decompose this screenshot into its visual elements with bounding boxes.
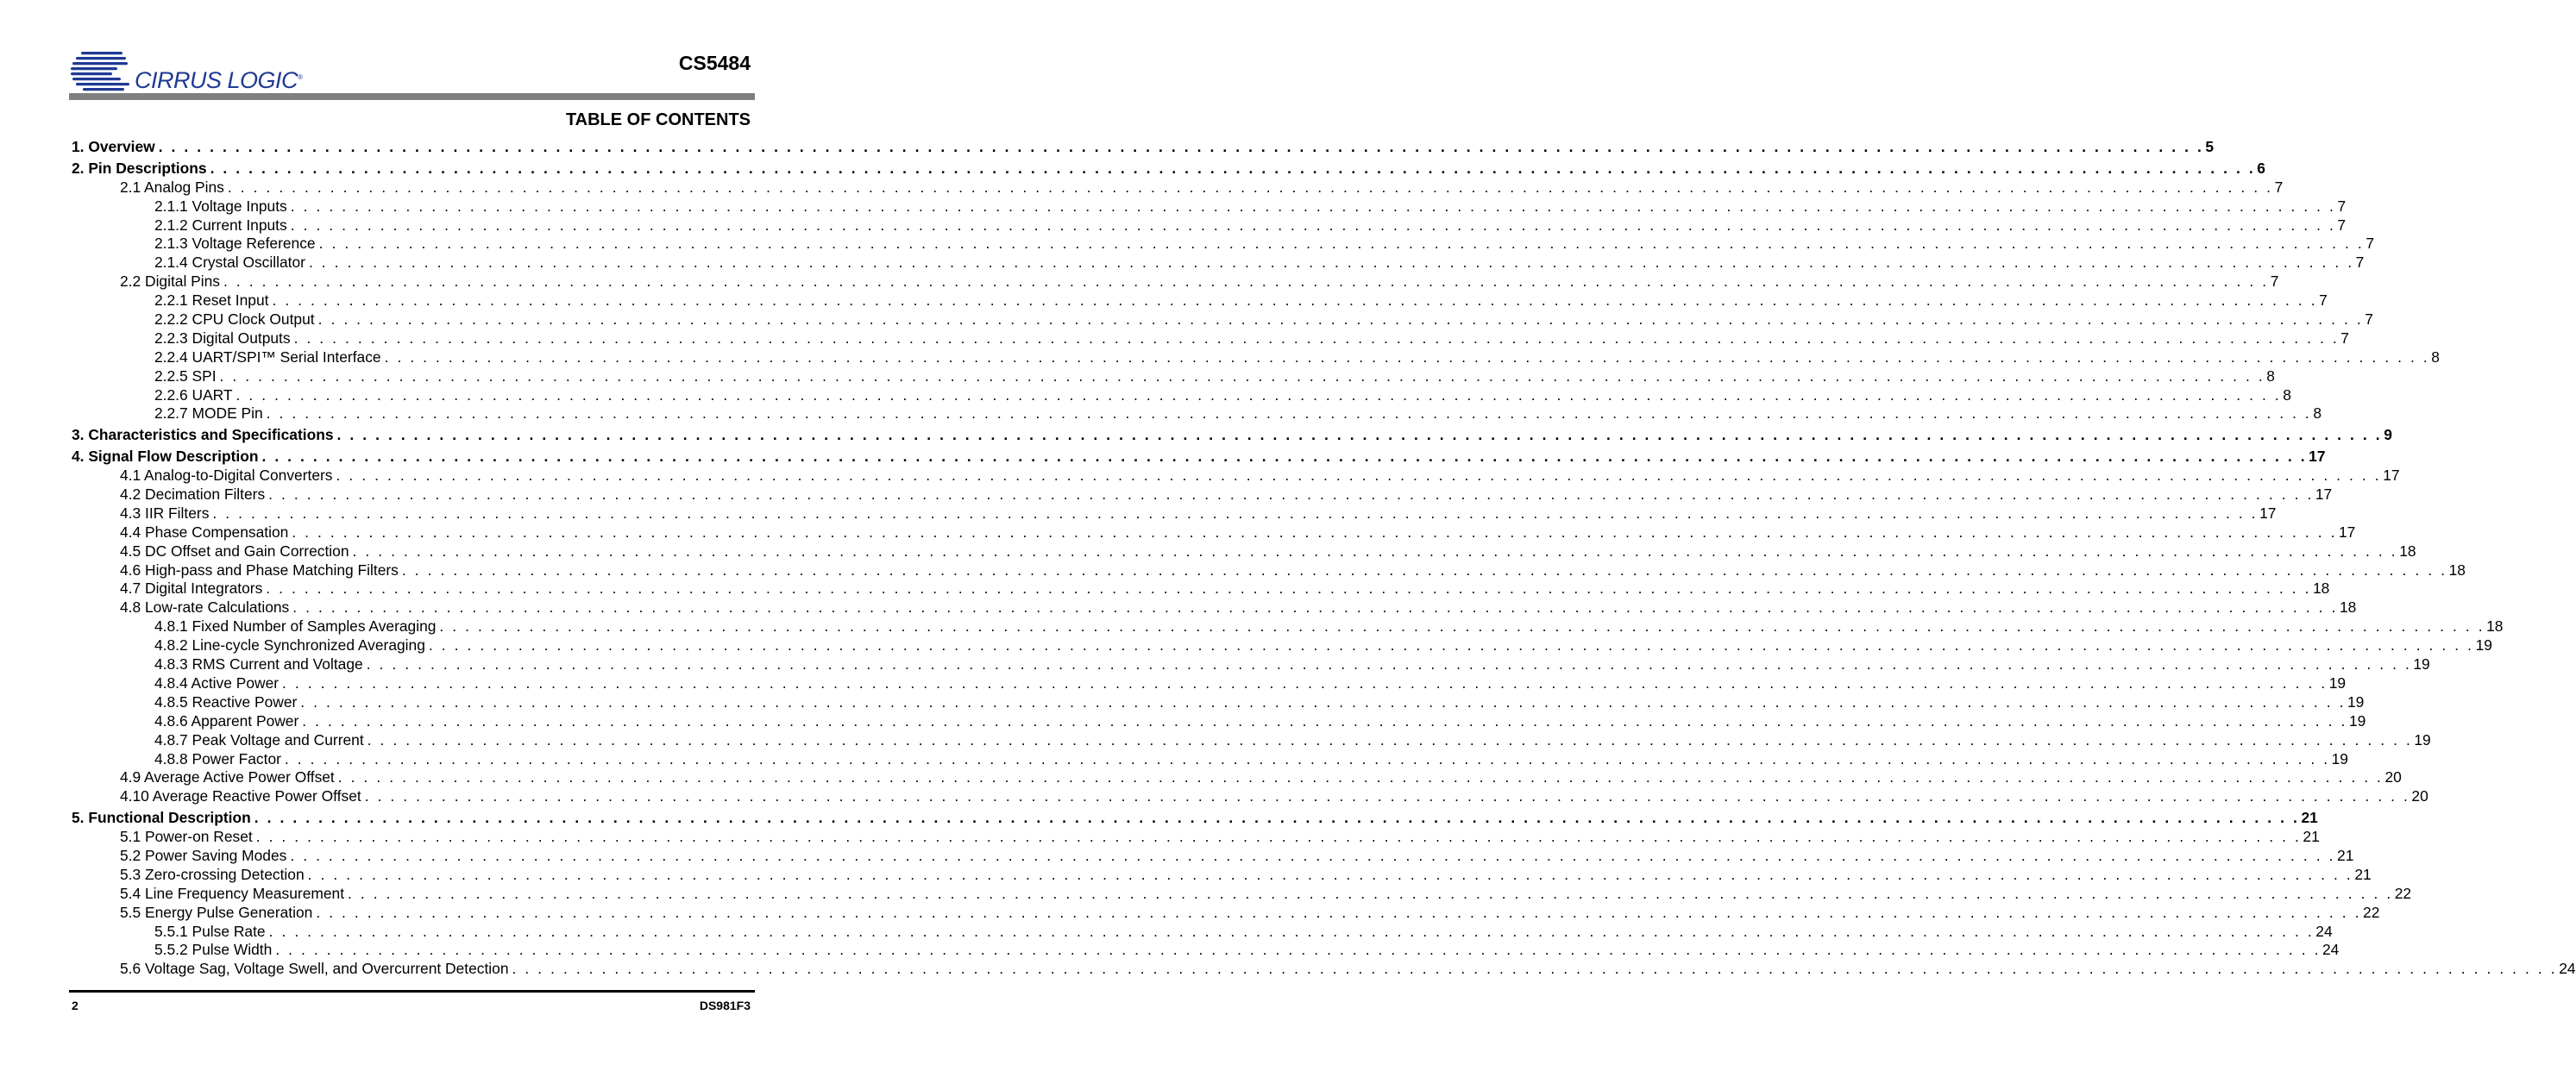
toc-entry[interactable] [72,768,2402,787]
toc-dot-leader: . . . . . . . . . . . . . . . . . . . . . . . . . . . . . . . . . . . . . . . . . . . . . . . . . . . . . . . . . . . . . . . . . . . . . . . . . . . . . . . . . . . . . . . . . . . . . . . . . . . . . . . . . . . . . . . . . . . . . . . . . . . . . . . . . . . . . . . . . . . . . . . . . . . . . . . . . . . . . . . . [293,329,2340,347]
table-of-contents [72,135,2576,979]
toc-entry[interactable] [72,448,2326,467]
toc-entry-title: 2.1.4 Crystal Oscillator [154,254,305,272]
toc-entry-page: 24 [2559,960,2576,978]
toc-entry-title: 5.4 Line Frequency Measurement [120,884,345,902]
toc-entry[interactable] [72,467,2400,486]
toc-entry-title: 2.2.1 Reset Input [154,291,269,310]
cirrus-logic-logo [69,48,319,93]
toc-entry-title: 5.3 Zero-crossing Detection [120,865,305,883]
toc-entry-page: 19 [2414,730,2431,749]
toc-dot-leader: . . . . . . . . . . . . . . . . . . . . . . . . . . . . . . . . . . . . . . . . . . . . . . . . . . . . . . . . . . . . . . . . . . . . . . . . . . . . . . . . . . . . . . . . . . . . . . . . . . . . . . . . . . . . . . . . . . . . . . . . . . . . . . . . . . . . . . . . . . . . . . . . . . . . . . . . . . . . . . . . [268,486,2314,504]
toc-dot-leader: . . . . . . . . . . . . . . . . . . . . . . . . . . . . . . . . . . . . . . . . . . . . . . . . . . . . . . . . . . . . . . . . . . . . . . . . . . . . . . . . . . . . . . . . . . . . . . . . . . . . . . . . . . . . . . . . . . . . . . . . . . . . . . . . . . . . . . . . . . . . . . . . . . . . . . . . . . . . . . . . [236,385,2282,404]
toc-entry[interactable] [72,884,2412,904]
toc-entry-page: 7 [2337,216,2347,234]
toc-entry[interactable] [72,617,2504,636]
toc-entry-title: 4.1 Analog-to-Digital Converters [120,467,333,485]
toc-entry-page: 24 [2315,922,2333,940]
toc-dot-leader: . . . . . . . . . . . . . . . . . . . . . . . . . . . . . . . . . . . . . . . . . . . . . . . . . . . . . . . . . . . . . . . . . . . . . . . . . . . . . . . . . . . . . . . . . . . . . . . . . . . . . . . . . . . . . . . . . . . . . . . . . . . . . . . . . . . . . . . . . . . . . . . . . . . . . . . . . . . . . . . . [292,598,2338,617]
toc-entry[interactable] [72,385,2291,405]
toc-dot-leader: . . . . . . . . . . . . . . . . . . . . . . . . . . . . . . . . . . . . . . . . . . . . . . . . . . . . . . . . . . . . . . . . . . . . . . . . . . . . . . . . . . . . . . . . . . . . . . . . . . . . . . . . . . . . . . . . . . . . . . . . . . . . . . . . . . . . . . . . . . . . . . . . . . . . . . . . . . . . . . . . [439,617,2485,636]
toc-dot-leader: . . . . . . . . . . . . . . . . . . . . . . . . . . . . . . . . . . . . . . . . . . . . . . . . . . . . . . . . . . . . . . . . . . . . . . . . . . . . . . . . . . . . . . . . . . . . . . . . . . . . . . . . . . . . . . . . . . . . . . . . . . . . . . . . . . . . . . . . . . . . . . . . . . . . . . . . . . . . . . . . [348,884,2393,902]
toc-entry-page: 24 [2322,941,2340,959]
toc-entry[interactable] [72,655,2430,674]
footer-rule [69,990,755,993]
toc-dot-leader: . . . . . . . . . . . . . . . . . . . . . . . . . . . . . . . . . . . . . . . . . . . . . . . . . . . . . . . . . . . . . . . . . . . . . . . . . . . . . . . . . . . . . . . . . . . . . . . . . . . . . . . . . . . . . . . . . . . . . . . . . . . . . . . . . . . . . . . . . . . . . . . . . . . . . . . . . . . . . . . . [290,216,2336,234]
toc-dot-leader: . . . . . . . . . . . . . . . . . . . . . . . . . . . . . . . . . . . . . . . . . . . . . . . . . . . . . . . . . . . . . . . . . . . . . . . . . . . . . . . . . . . . . . . . . . . . . . . . . . . . . . . . . . . . . . . . . . . . . . . . . . . . . . . . . . . . . . . . . . . . . . . . . . . . . . . . . . . . . . . . [272,291,2318,310]
toc-entry-page: 7 [2340,329,2349,347]
toc-entry-title: 2.2.5 SPI [154,366,217,385]
toc-entry-page: 6 [2257,159,2265,177]
toc-entry-title: 5.6 Voltage Sag, Voltage Swell, and Overcurrent Detection [120,960,509,978]
toc-entry[interactable] [72,291,2328,310]
toc-entry-title: 3. Characteristics and Specifications [72,426,334,444]
toc-dot-leader: . . . . . . . . . . . . . . . . . . . . . . . . . . . . . . . . . . . . . . . . . . . . . . . . . . . . . . . . . . . . . . . . . . . . . . . . . . . . . . . . . . . . . . . . . . . . . . . . . . . . . . . . . . . . . . . . . . . . . . . . . . . . . . . . . . . . . . . . . . . . . . . . . . . . . . . . . . . . . . . . [261,448,2308,466]
toc-entry-page: 21 [2354,865,2372,883]
toc-entry-title: 2.2.2 CPU Clock Output [154,310,315,329]
toc-entry[interactable] [72,673,2347,693]
toc-entry[interactable] [72,711,2366,731]
toc-entry-page: 17 [2315,486,2333,504]
toc-dot-leader: . . . . . . . . . . . . . . . . . . . . . . . . . . . . . . . . . . . . . . . . . . . . . . . . . . . . . . . . . . . . . . . . . . . . . . . . . . . . . . . . . . . . . . . . . . . . . . . . . . . . . . . . . . . . . . . . . . . . . . . . . . . . . . . . . . . . . . . . . . . . . . . . . . . . . . . . . . . . . . . . [401,561,2447,579]
toc-entry-title: 4.8.3 RMS Current and Voltage [154,655,363,673]
toc-entry-title: 2.2 Digital Pins [120,273,220,291]
toc-dot-leader: . . . . . . . . . . . . . . . . . . . . . . . . . . . . . . . . . . . . . . . . . . . . . . . . . . . . . . . . . . . . . . . . . . . . . . . . . . . . . . . . . . . . . . . . . . . . . . . . . . . . . . . . . . . . . . . . . . . . . . . . . . . . . . . . . . . . . . . . . . . . . . . . . . . . . . . . . . . . . . . . [307,865,2353,883]
toc-dot-leader: . . . . . . . . . . . . . . . . . . . . . . . . . . . . . . . . . . . . . . . . . . . . . . . . . . . . . . . . . . . . . . . . . . . . . . . . . . . . . . . . . . . . . . . . . . . . . . . . . . . . . . . . . . . . . . . . . . . . . . . . . . . . . . . . . . . . . . . . . . . . . . . . . . . . . . . . . . . . . . . . [366,655,2412,673]
document-id: DS981F3 [699,999,751,1012]
toc-entry[interactable] [72,865,2372,885]
toc-entry-page: 18 [2448,561,2466,579]
toc-dot-leader: . . . . . . . . . . . . . . . . . . . . . . . . . . . . . . . . . . . . . . . . . . . . . . . . . . . . . . . . . . . . . . . . . . . . . . . . . . . . . . . . . . . . . . . . . . . . . . . . . . . . . . . . . . . . . . . . . . . . . . . . . . . . . . . . . . . . . . . . . . . . . . . . . . . . . . . . . . . . . . . . [266,404,2312,423]
toc-entry[interactable] [72,960,2576,979]
toc-entry-page: 7 [2355,254,2365,272]
toc-entry-page: 18 [2313,579,2330,598]
toc-entry-title: 4.3 IIR Filters [120,504,210,522]
toc-entry[interactable] [72,366,2275,386]
toc-dot-leader: . . . . . . . . . . . . . . . . . . . . . . . . . . . . . . . . . . . . . . . . . . . . . . . . . . . . . . . . . . . . . . . . . . . . . . . . . . . . . . . . . . . . . . . . . . . . . . . . . . . . . . . . . . . . . . . . . . . . . . . . . . . . . . . . . . . . . . . . . . . . . . . . . . . . . . . . . . . . . . . . [302,711,2347,730]
toc-entry-title: 4.8.4 Active Power [154,673,280,692]
toc-entry[interactable] [72,941,2340,960]
toc-dot-leader: . . . . . . . . . . . . . . . . . . . . . . . . . . . . . . . . . . . . . . . . . . . . . . . . . . . . . . . . . . . . . . . . . . . . . . . . . . . . . . . . . . . . . . . . . . . . . . . . . . . . . . . . . . . . . . . . . . . . . . . . . . . . . . . . . . . . . . . . . . . . . . . . . . . . . . . . . . . . . . . . [219,366,2265,385]
toc-entry-title: 4.8 Low-rate Calculations [120,598,290,617]
toc-dot-leader: . . . . . . . . . . . . . . . . . . . . . . . . . . . . . . . . . . . . . . . . . . . . . . . . . . . . . . . . . . . . . . . . . . . . . . . . . . . . . . . . . . . . . . . . . . . . . . . . . . . . . . . . . . . . . . . . . . . . . . . . . . . . . . . . . . . . . . . . . . . . . . . . . . . . . . . . . . . . . . . . [318,235,2365,253]
toc-dot-leader: . . . . . . . . . . . . . . . . . . . . . . . . . . . . . . . . . . . . . . . . . . . . . . . . . . . . . . . . . . . . . . . . . . . . . . . . . . . . . . . . . . . . . . . . . . . . . . . . . . . . . . . . . . . . . . . . . . . . . . . . . . . . . . . . . . . . . . . . . . . . . . . . . . . . . . . . . . . . . . . . [227,178,2273,196]
toc-entry-page: 19 [2347,692,2365,711]
toc-entry-page: 17 [2339,523,2356,541]
toc-entry-title: 4.2 Decimation Filters [120,486,266,504]
toc-dot-leader: . . . . . . . . . . . . . . . . . . . . . . . . . . . . . . . . . . . . . . . . . . . . . . . . . . . . . . . . . . . . . . . . . . . . . . . . . . . . . . . . . . . . . . . . . . . . . . . . . . . . . . . . . . . . . . . . . . . . . . . . . . . . . . . . . . . . . . . . . . . . . . . . . . . . . . . . . . . . . . . . [210,159,2256,177]
toc-entry[interactable] [72,310,2373,329]
toc-dot-leader: . . . . . . . . . . . . . . . . . . . . . . . . . . . . . . . . . . . . . . . . . . . . . . . . . . . . . . . . . . . . . . . . . . . . . . . . . . . . . . . . . . . . . . . . . . . . . . . . . . . . . . . . . . . . . . . . . . . . . . . . . . . . . . . . . . . . . . . . . . . . . . . . . . . . . . . . . . . . . . . . [292,523,2337,541]
toc-entry-page: 17 [2309,448,2326,466]
toc-dot-leader: . . . . . . . . . . . . . . . . . . . . . . . . . . . . . . . . . . . . . . . . . . . . . . . . . . . . . . . . . . . . . . . . . . . . . . . . . . . . . . . . . . . . . . . . . . . . . . . . . . . . . . . . . . . . . . . . . . . . . . . . . . . . . . . . . . . . . . . . . . . . . . . . . . . . . . . . . . . . . . . . [300,692,2346,711]
toc-entry-title: 4.10 Average Reactive Power Offset [120,787,361,805]
logo-wordmark: CIRRUS LOGIC® [135,67,303,93]
toc-entry-page: 21 [2337,846,2354,864]
toc-dot-leader: . . . . . . . . . . . . . . . . . . . . . . . . . . . . . . . . . . . . . . . . . . . . . . . . . . . . . . . . . . . . . . . . . . . . . . . . . . . . . . . . . . . . . . . . . . . . . . . . . . . . . . . . . . . . . . . . . . . . . . . . . . . . . . . . . . . . . . . . . . . . . . . . . . . . . . . . . . . . . . . . [212,504,2259,522]
toc-entry-title: 2. Pin Descriptions [72,159,207,177]
toc-entry-title: 4. Signal Flow Description [72,448,259,466]
toc-entry-page: 21 [2303,828,2320,846]
toc-dot-leader: . . . . . . . . . . . . . . . . . . . . . . . . . . . . . . . . . . . . . . . . . . . . . . . . . . . . . . . . . . . . . . . . . . . . . . . . . . . . . . . . . . . . . . . . . . . . . . . . . . . . . . . . . . . . . . . . . . . . . . . . . . . . . . . . . . . . . . . . . . . . . . . . . . . . . . . . . . . . . . . . [284,749,2330,767]
toc-dot-leader: . . . . . . . . . . . . . . . . . . . . . . . . . . . . . . . . . . . . . . . . . . . . . . . . . . . . . . . . . . . . . . . . . . . . . . . . . . . . . . . . . . . . . . . . . . . . . . . . . . . . . . . . . . . . . . . . . . . . . . . . . . . . . . . . . . . . . . . . . . . . . . . . . . . . . . . . . . . . . . . . [308,254,2354,272]
toc-entry[interactable] [72,486,2333,504]
toc-entry-page: 17 [2259,504,2277,522]
toc-entry[interactable] [72,809,2318,828]
toc-entry-title: 2.2.4 UART/SPI™ Serial Interface [154,348,381,366]
toc-entry[interactable] [72,542,2416,561]
toc-entry-page: 18 [2486,617,2504,636]
toc-entry-page: 19 [2348,711,2366,730]
document-title: CS5484 [678,52,751,74]
toc-entry-title: 5.5.1 Pulse Rate [154,922,266,940]
toc-entry-page: 20 [2384,768,2402,786]
toc-entry-page: 22 [2363,903,2380,921]
toc-entry[interactable] [72,254,2365,273]
toc-entry-page: 19 [2331,749,2348,767]
toc-heading: TABLE OF CONTENTS [565,110,751,129]
toc-entry-title: 4.7 Digital Integrators [120,579,263,598]
toc-entry[interactable] [72,579,2330,598]
toc-dot-leader: . . . . . . . . . . . . . . . . . . . . . . . . . . . . . . . . . . . . . . . . . . . . . . . . . . . . . . . . . . . . . . . . . . . . . . . . . . . . . . . . . . . . . . . . . . . . . . . . . . . . . . . . . . . . . . . . . . . . . . . . . . . . . . . . . . . . . . . . . . . . . . . . . . . . . . . . . . . . . . . . [254,809,2300,827]
toc-entry-title: 4.8.5 Reactive Power [154,692,298,711]
toc-entry[interactable] [72,523,2356,542]
toc-entry-title: 4.5 DC Offset and Gain Correction [120,542,349,560]
toc-entry-page: 21 [2301,809,2318,827]
header-rule [69,93,755,100]
toc-entry-page: 8 [2431,348,2440,366]
toc-entry-title: 4.8.6 Apparent Power [154,711,299,730]
toc-entry-title: 1. Overview [72,138,155,155]
toc-entry[interactable] [72,216,2347,235]
toc-dot-leader: . . . . . . . . . . . . . . . . . . . . . . . . . . . . . . . . . . . . . . . . . . . . . . . . . . . . . . . . . . . . . . . . . . . . . . . . . . . . . . . . . . . . . . . . . . . . . . . . . . . . . . . . . . . . . . . . . . . . . . . . . . . . . . . . . . . . . . . . . . . . . . . . . . . . . . . . . . . . . . . . [512,960,2558,978]
toc-entry-page: 8 [2283,385,2291,404]
toc-entry-page: 22 [2394,884,2412,902]
toc-dot-leader: . . . . . . . . . . . . . . . . . . . . . . . . . . . . . . . . . . . . . . . . . . . . . . . . . . . . . . . . . . . . . . . . . . . . . . . . . . . . . . . . . . . . . . . . . . . . . . . . . . . . . . . . . . . . . . . . . . . . . . . . . . . . . . . . . . . . . . . . . . . . . . . . . . . . . . . . . . . . . . . . [317,310,2364,329]
toc-dot-leader: . . . . . . . . . . . . . . . . . . . . . . . . . . . . . . . . . . . . . . . . . . . . . . . . . . . . . . . . . . . . . . . . . . . . . . . . . . . . . . . . . . . . . . . . . . . . . . . . . . . . . . . . . . . . . . . . . . . . . . . . . . . . . . . . . . . . . . . . . . . . . . . . . . . . . . . . . . . . . . . . [364,787,2410,805]
toc-entry-page: 7 [2365,310,2373,329]
toc-entry-title: 2.2.6 UART [154,385,233,404]
toc-entry-page: 19 [2475,636,2492,655]
toc-entry[interactable] [72,561,2466,580]
toc-dot-leader: . . . . . . . . . . . . . . . . . . . . . . . . . . . . . . . . . . . . . . . . . . . . . . . . . . . . . . . . . . . . . . . . . . . . . . . . . . . . . . . . . . . . . . . . . . . . . . . . . . . . . . . . . . . . . . . . . . . . . . . . . . . . . . . . . . . . . . . . . . . . . . . . . . . . . . . . . . . . . . . . [158,138,2204,155]
toc-entry-page: 7 [2366,235,2374,253]
toc-entry[interactable] [72,922,2333,942]
toc-entry-page: 8 [2313,404,2322,423]
toc-dot-leader: . . . . . . . . . . . . . . . . . . . . . . . . . . . . . . . . . . . . . . . . . . . . . . . . . . . . . . . . . . . . . . . . . . . . . . . . . . . . . . . . . . . . . . . . . . . . . . . . . . . . . . . . . . . . . . . . . . . . . . . . . . . . . . . . . . . . . . . . . . . . . . . . . . . . . . . . . . . . . . . . [275,941,2322,959]
toc-dot-leader: . . . . . . . . . . . . . . . . . . . . . . . . . . . . . . . . . . . . . . . . . . . . . . . . . . . . . . . . . . . . . . . . . . . . . . . . . . . . . . . . . . . . . . . . . . . . . . . . . . . . . . . . . . . . . . . . . . . . . . . . . . . . . . . . . . . . . . . . . . . . . . . . . . . . . . . . . . . . . . . . [223,273,2269,291]
toc-dot-leader: . . . . . . . . . . . . . . . . . . . . . . . . . . . . . . . . . . . . . . . . . . . . . . . . . . . . . . . . . . . . . . . . . . . . . . . . . . . . . . . . . . . . . . . . . . . . . . . . . . . . . . . . . . . . . . . . . . . . . . . . . . . . . . . . . . . . . . . . . . . . . . . . . . . . . . . . . . . . . . . . [282,673,2328,692]
toc-entry[interactable] [72,787,2428,806]
toc-entry-page: 8 [2266,366,2275,385]
toc-dot-leader: . . . . . . . . . . . . . . . . . . . . . . . . . . . . . . . . . . . . . . . . . . . . . . . . . . . . . . . . . . . . . . . . . . . . . . . . . . . . . . . . . . . . . . . . . . . . . . . . . . . . . . . . . . . . . . . . . . . . . . . . . . . . . . . . . . . . . . . . . . . . . . . . . . . . . . . . . . . . . . . . [255,828,2302,846]
toc-entry[interactable] [72,235,2374,254]
toc-dot-leader: . . . . . . . . . . . . . . . . . . . . . . . . . . . . . . . . . . . . . . . . . . . . . . . . . . . . . . . . . . . . . . . . . . . . . . . . . . . . . . . . . . . . . . . . . . . . . . . . . . . . . . . . . . . . . . . . . . . . . . . . . . . . . . . . . . . . . . . . . . . . . . . . . . . . . . . . . . . . . . . . [290,846,2336,864]
toc-entry[interactable] [72,138,2215,157]
toc-entry-title: 5.5.2 Pulse Width [154,941,273,959]
toc-dot-leader: . . . . . . . . . . . . . . . . . . . . . . . . . . . . . . . . . . . . . . . . . . . . . . . . . . . . . . . . . . . . . . . . . . . . . . . . . . . . . . . . . . . . . . . . . . . . . . . . . . . . . . . . . . . . . . . . . . . . . . . . . . . . . . . . . . . . . . . . . . . . . . . . . . . . . . . . . . . . . . . . [336,467,2382,485]
toc-entry-title: 5. Functional Description [72,809,251,827]
toc-entry-page: 7 [2270,273,2279,291]
toc-dot-leader: . . . . . . . . . . . . . . . . . . . . . . . . . . . . . . . . . . . . . . . . . . . . . . . . . . . . . . . . . . . . . . . . . . . . . . . . . . . . . . . . . . . . . . . . . . . . . . . . . . . . . . . . . . . . . . . . . . . . . . . . . . . . . . . . . . . . . . . . . . . . . . . . . . . . . . . . . . . . . . . . [268,922,2315,940]
toc-dot-leader: . . . . . . . . . . . . . . . . . . . . . . . . . . . . . . . . . . . . . . . . . . . . . . . . . . . . . . . . . . . . . . . . . . . . . . . . . . . . . . . . . . . . . . . . . . . . . . . . . . . . . . . . . . . . . . . . . . . . . . . . . . . . . . . . . . . . . . . . . . . . . . . . . . . . . . . . . . . . . . . . [352,542,2398,560]
toc-entry-title: 2.2.3 Digital Outputs [154,329,291,347]
toc-entry-page: 7 [2337,197,2347,215]
toc-entry[interactable] [72,426,2392,445]
toc-entry-title: 5.1 Power-on Reset [120,828,253,846]
toc-entry-page: 7 [2319,291,2328,310]
toc-entry-page: 19 [2413,655,2430,673]
toc-entry[interactable] [72,348,2440,367]
toc-entry[interactable] [72,749,2348,769]
toc-dot-leader: . . . . . . . . . . . . . . . . . . . . . . . . . . . . . . . . . . . . . . . . . . . . . . . . . . . . . . . . . . . . . . . . . . . . . . . . . . . . . . . . . . . . . . . . . . . . . . . . . . . . . . . . . . . . . . . . . . . . . . . . . . . . . . . . . . . . . . . . . . . . . . . . . . . . . . . . . . . . . . . . [316,903,2362,921]
toc-dot-leader: . . . . . . . . . . . . . . . . . . . . . . . . . . . . . . . . . . . . . . . . . . . . . . . . . . . . . . . . . . . . . . . . . . . . . . . . . . . . . . . . . . . . . . . . . . . . . . . . . . . . . . . . . . . . . . . . . . . . . . . . . . . . . . . . . . . . . . . . . . . . . . . . . . . . . . . . . . . . . . . . [428,636,2474,655]
toc-entry[interactable] [72,404,2322,423]
toc-entry-page: 9 [2384,426,2392,444]
toc-dot-leader: . . . . . . . . . . . . . . . . . . . . . . . . . . . . . . . . . . . . . . . . . . . . . . . . . . . . . . . . . . . . . . . . . . . . . . . . . . . . . . . . . . . . . . . . . . . . . . . . . . . . . . . . . . . . . . . . . . . . . . . . . . . . . . . . . . . . . . . . . . . . . . . . . . . . . . . . . . . . . . . . [367,730,2413,749]
toc-entry[interactable] [72,178,2284,197]
toc-entry[interactable] [72,636,2492,655]
toc-entry-title: 5.5 Energy Pulse Generation [120,903,313,921]
toc-entry[interactable] [72,329,2349,348]
toc-entry[interactable] [72,504,2277,523]
toc-dot-leader: . . . . . . . . . . . . . . . . . . . . . . . . . . . . . . . . . . . . . . . . . . . . . . . . . . . . . . . . . . . . . . . . . . . . . . . . . . . . . . . . . . . . . . . . . . . . . . . . . . . . . . . . . . . . . . . . . . . . . . . . . . . . . . . . . . . . . . . . . . . . . . . . . . . . . . . . . . . . . . . . [337,768,2384,786]
toc-entry-page: 5 [2205,138,2215,155]
toc-entry-page: 20 [2411,787,2428,805]
toc-entry[interactable] [72,692,2365,712]
toc-dot-leader: . . . . . . . . . . . . . . . . . . . . . . . . . . . . . . . . . . . . . . . . . . . . . . . . . . . . . . . . . . . . . . . . . . . . . . . . . . . . . . . . . . . . . . . . . . . . . . . . . . . . . . . . . . . . . . . . . . . . . . . . . . . . . . . . . . . . . . . . . . . . . . . . . . . . . . . . . . . . . . . . [290,197,2336,215]
toc-entry[interactable] [72,846,2354,866]
toc-entry-title: 4.8.2 Line-cycle Synchronized Averaging [154,636,425,655]
toc-entry-title: 5.2 Power Saving Modes [120,846,287,864]
toc-entry-title: 4.8.1 Fixed Number of Samples Averaging [154,617,437,636]
toc-entry-title: 4.8.7 Peak Voltage and Current [154,730,364,749]
toc-entry-title: 4.8.8 Power Factor [154,749,281,767]
toc-entry[interactable] [72,159,2265,179]
page-number: 2 [72,999,79,1012]
toc-entry-title: 4.9 Average Active Power Offset [120,768,335,786]
toc-entry-title: 2.1.1 Voltage Inputs [154,197,287,215]
toc-entry-title: 2.1 Analog Pins [120,178,224,196]
toc-entry-page: 7 [2274,178,2284,196]
toc-entry-title: 2.1.2 Current Inputs [154,216,287,234]
toc-entry-page: 17 [2383,467,2400,485]
toc-entry-title: 2.2.7 MODE Pin [154,404,263,423]
toc-dot-leader: . . . . . . . . . . . . . . . . . . . . . . . . . . . . . . . . . . . . . . . . . . . . . . . . . . . . . . . . . . . . . . . . . . . . . . . . . . . . . . . . . . . . . . . . . . . . . . . . . . . . . . . . . . . . . . . . . . . . . . . . . . . . . . . . . . . . . . . . . . . . . . . . . . . . . . . . . . . . . . . . [266,579,2311,598]
toc-entry[interactable] [72,903,2380,923]
toc-entry[interactable] [72,730,2431,750]
toc-entry-title: 4.4 Phase Compensation [120,523,289,541]
toc-entry[interactable] [72,598,2357,617]
toc-dot-leader: . . . . . . . . . . . . . . . . . . . . . . . . . . . . . . . . . . . . . . . . . . . . . . . . . . . . . . . . . . . . . . . . . . . . . . . . . . . . . . . . . . . . . . . . . . . . . . . . . . . . . . . . . . . . . . . . . . . . . . . . . . . . . . . . . . . . . . . . . . . . . . . . . . . . . . . . . . . . . . . . [336,426,2383,444]
logo-swirl-icon [69,48,138,93]
toc-entry[interactable] [72,197,2347,216]
toc-entry-page: 18 [2339,598,2357,617]
toc-entry-title: 4.6 High-pass and Phase Matching Filters [120,561,399,579]
toc-entry-page: 19 [2328,673,2347,692]
toc-entry-title: 2.1.3 Voltage Reference [154,235,316,253]
toc-dot-leader: . . . . . . . . . . . . . . . . . . . . . . . . . . . . . . . . . . . . . . . . . . . . . . . . . . . . . . . . . . . . . . . . . . . . . . . . . . . . . . . . . . . . . . . . . . . . . . . . . . . . . . . . . . . . . . . . . . . . . . . . . . . . . . . . . . . . . . . . . . . . . . . . . . . . . . . . . . . . . . . . [384,348,2430,366]
toc-entry[interactable] [72,273,2279,291]
toc-entry-page: 18 [2399,542,2416,560]
toc-entry[interactable] [72,828,2320,847]
